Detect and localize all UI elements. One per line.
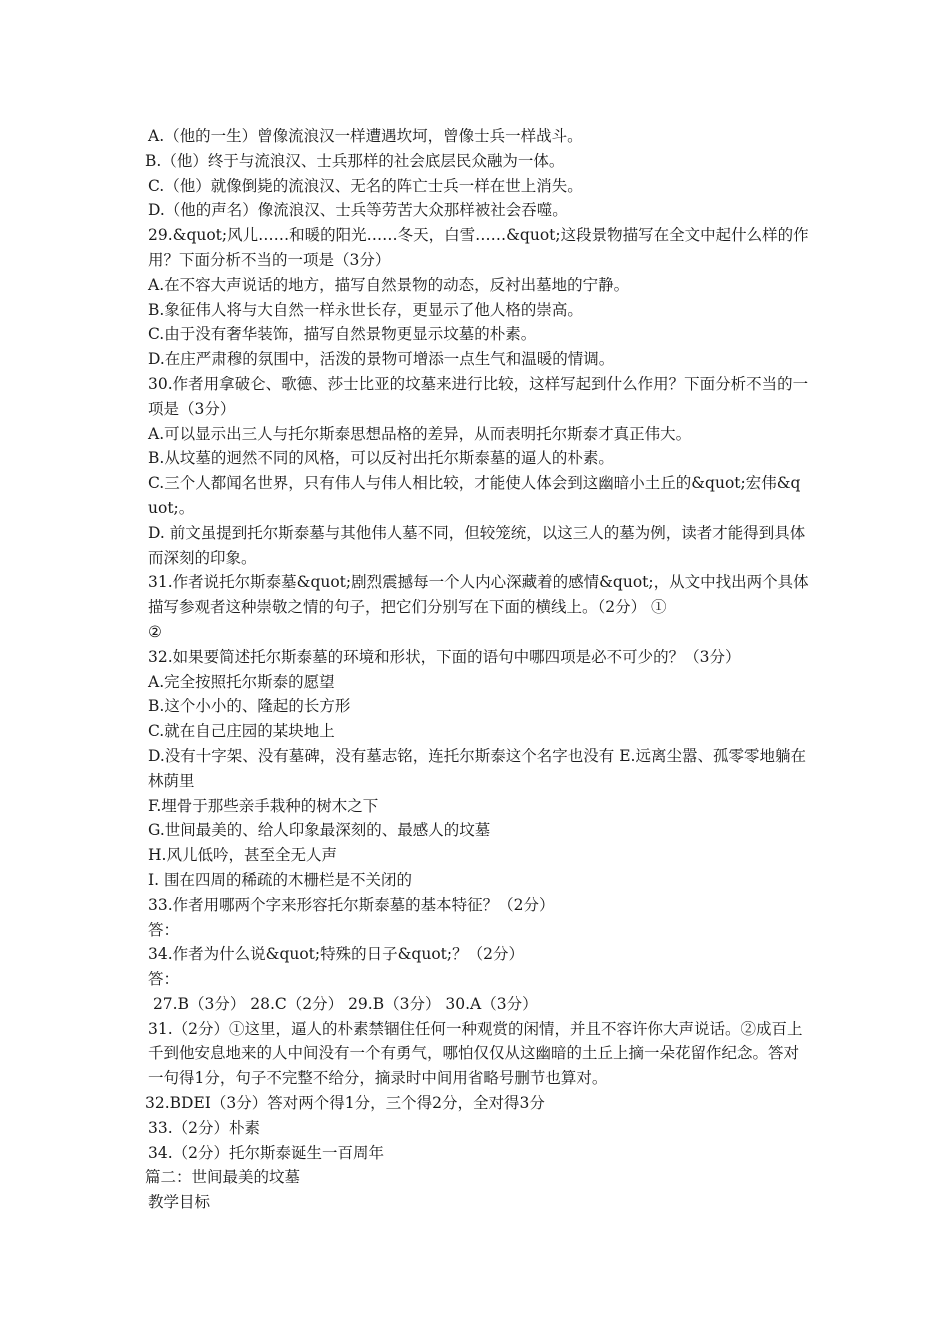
- text-line: 29.&quot;风儿……和暖的阳光……冬天，白雪……&quot;这段景物描写在全文中起什么样的作用？下面分析不当的一项是（3分）: [148, 226, 809, 269]
- text-line: 答：: [148, 970, 180, 989]
- text-line: 34.作者为什么说&quot;特殊的日子&quot;？（2分）: [148, 945, 524, 964]
- text-line: D.在庄严肃穆的氛围中，活泼的景物可增添一点生气和温暖的情调。: [148, 350, 615, 369]
- text-line: A.可以显示出三人与托尔斯泰思想品格的差异，从而表明托尔斯泰才真正伟大。: [148, 424, 692, 443]
- text-line: ②: [148, 622, 162, 641]
- text-line: 答：: [148, 920, 180, 939]
- text-line: A.完全按照托尔斯泰的愿望: [148, 672, 335, 691]
- text-line: 教学目标: [148, 1193, 211, 1212]
- text-line: I. 围在四周的稀疏的木栅栏是不关闭的: [148, 870, 412, 889]
- text-line: B.象征伟人将与大自然一样永世长存，更显示了他人格的崇高。: [148, 300, 583, 319]
- document-body: [145, 124, 810, 1215]
- text-line: D. 前文虽提到托尔斯泰墓与其他伟人墓不同，但较笼统，以这三人的墓为例，读者才能得到具体而深刻的印象。: [148, 523, 806, 567]
- text-line: D.（他的声名）像流浪汉、士兵等劳苦大众那样被社会吞噬。: [148, 201, 568, 220]
- text-line: B.从坟墓的迥然不同的风格，可以反衬出托尔斯泰墓的逼人的朴素。: [148, 449, 614, 468]
- text-line: 33.（2分）朴素: [148, 1118, 261, 1137]
- text-line: A.（他的一生）曾像流浪汉一样遭遇坎坷，曾像士兵一样战斗。: [148, 127, 583, 145]
- text-line: C.三个人都闻名世界，只有伟人与伟人相比较，才能使人体会到这幽暗小土丘的&quot;宏伟&quot;。: [148, 474, 801, 517]
- text-line: F.埋骨于那些亲手栽种的树木之下: [148, 796, 379, 815]
- text-line: G.世间最美的、给人印象最深刻的、最感人的坟墓: [148, 821, 491, 840]
- text-line: 31.作者说托尔斯泰墓&quot;剧烈震撼每一个人内心深藏着的感情&quot;，从文中找出两个具体描写参观者这种崇敬之情的句子，把它们分别写在下面的横线上。（2分） ①: [148, 573, 809, 617]
- text-line: 32.如果要简述托尔斯泰墓的环境和形状，下面的语句中哪四项是必不可少的？（3分）: [148, 647, 741, 666]
- text-line: 33.作者用哪两个字来形容托尔斯泰墓的基本特征？（2分）: [148, 895, 555, 914]
- text-line: D.没有十字架、没有墓碑，没有墓志铭，连托尔斯泰这个名字也没有 E.远离尘嚣、孤零零地躺在林荫里: [148, 746, 806, 790]
- text-line: B.（他）终于与流浪汉、士兵那样的社会底层民众融为一体。: [145, 151, 565, 170]
- text-line: 31.（2分）①这里，逼人的朴素禁锢住任何一种观赏的闲情，并且不容许你大声说话。②成百上千到他安息地来的人中间没有一个有勇气，哪怕仅仅从这幽暗的土丘上摘一朵花留作纪念。答对一句得1分，句子不完整不给分，摘录时中间用省略号删节也算对。: [148, 1019, 803, 1088]
- text-line: B.这个小小的、隆起的长方形: [148, 697, 351, 716]
- text-line: 篇二：世间最美的坟墓: [145, 1168, 301, 1187]
- text-line: 34.（2分）托尔斯泰诞生一百周年: [148, 1143, 385, 1162]
- text-line: C.（他）就像倒毙的流浪汉、无名的阵亡士兵一样在世上消失。: [148, 176, 583, 195]
- text-line: 30.作者用拿破仑、歌德、莎士比亚的坟墓来进行比较，这样写起到什么作用？下面分析不当的一项是（3分）: [148, 374, 809, 418]
- text-line: H.风儿低吟，甚至全无人声: [148, 846, 337, 865]
- text-line: A.在不容大声说话的地方，描写自然景物的动态，反衬出墓地的宁静。: [148, 275, 630, 294]
- text-line: 32.BDEI（3分）答对两个得1分，三个得2分，全对得3分: [145, 1094, 545, 1113]
- text-line: C.由于没有奢华装饰，描写自然景物更显示坟墓的朴素。: [148, 325, 537, 344]
- text-line: 27.B（3分） 28.C（2分） 29.B（3分） 30.A（3分）: [148, 994, 538, 1013]
- text-line: C.就在自己庄园的某块地上: [148, 722, 335, 741]
